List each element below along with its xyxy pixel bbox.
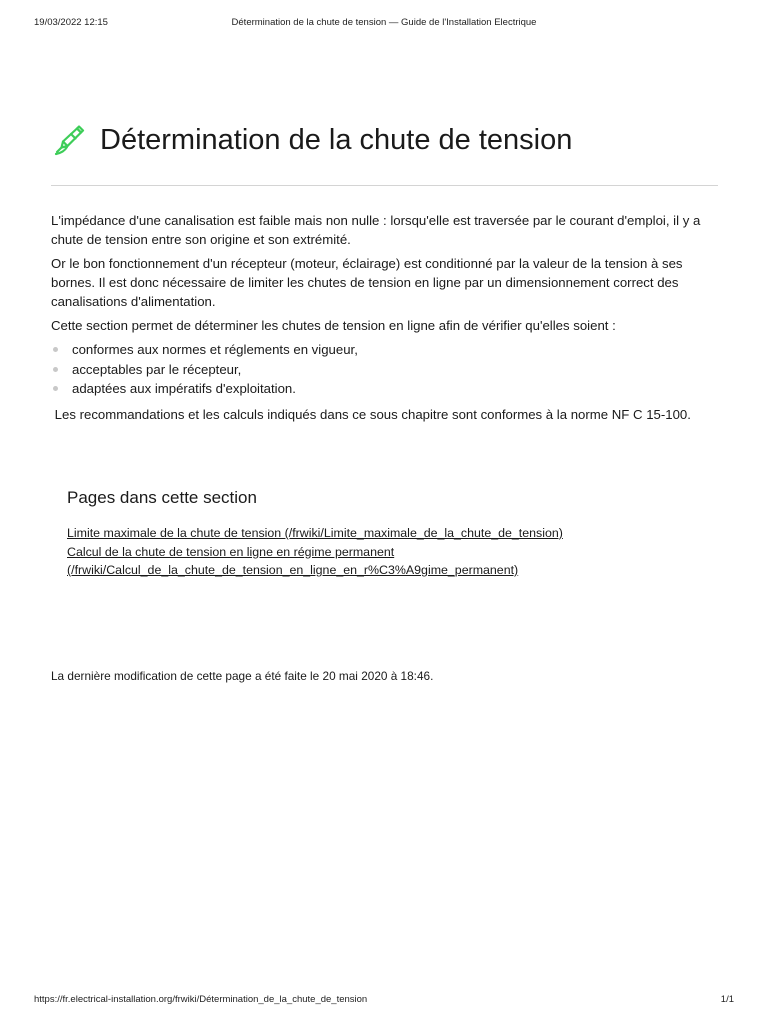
print-page-count: 1/1: [720, 994, 734, 1005]
list-item-text: acceptables par le récepteur,: [72, 361, 242, 377]
function-paragraph: Or le bon fonctionnement d'un récepteur (moteur, éclairage) est conditionné par la valeur de la tension à ses bornes. Il est donc nécessaire de limiter les chutes de tension en ligne par un dimensionnement correct des canalisations d'alimentation.: [51, 256, 683, 309]
list-item: [51, 340, 718, 360]
title-row: [50, 122, 718, 162]
section-pages: [67, 487, 707, 580]
link-limite-maximale[interactable]: Limite maximale de la chute de tension (/frwiki/Limite_maximale_de_la_chute_de_tension): [67, 526, 563, 540]
link-calcul-path: (/frwiki/Calcul_de_la_chute_de_tension_en_ligne_en_r%C3%A9gime_permanent): [67, 563, 519, 577]
print-document-title: Détermination de la chute de tension — Guide de l'Installation Electrique: [231, 17, 537, 28]
bullet-icon: [53, 386, 58, 391]
pen-icon: [52, 123, 86, 157]
section-pages-heading: Pages dans cette section: [67, 488, 257, 507]
list-item-text: adaptées aux impératifs d'exploitation.: [72, 381, 296, 396]
intro-paragraph: L'impédance d'une canalisation est faible mais non nulle : lorsqu'elle est traversée par le courant d'emploi, il y a chute de tension entre son origine et son extrémité.: [51, 213, 701, 247]
page-title: Détermination de la chute de tension: [100, 124, 573, 156]
section-purpose-paragraph: Cette section permet de déterminer les chutes de tension en ligne afin de vérifier qu'elles soient :: [51, 318, 616, 333]
print-date: 19/03/2022 12:15: [34, 17, 108, 28]
standards-paragraph: Les recommandations et les calculs indiqués dans ce sous chapitre sont conformes à la norme NF C 15-100.: [51, 406, 691, 422]
bullet-icon: [53, 347, 58, 352]
list-item-text: conformes aux normes et réglements en vigueur,: [72, 342, 358, 357]
list-item: [51, 360, 718, 380]
print-url: https://fr.electrical-installation.org/frwiki/Détermination_de_la_chute_de_tension: [34, 994, 368, 1005]
link-calcul-title: Calcul de la chute de tension en ligne en régime permanent: [67, 544, 395, 559]
title-divider: [51, 185, 718, 186]
article-content: [51, 211, 718, 429]
print-header: [34, 17, 734, 31]
list-item: [51, 379, 718, 399]
link-calcul-chute-tension[interactable]: [67, 543, 707, 580]
last-modified-note: La dernière modification de cette page a été faite le 20 mai 2020 à 18:46.: [51, 669, 434, 683]
bullet-icon: [53, 367, 58, 372]
requirements-list: [51, 340, 718, 399]
print-footer: [34, 994, 734, 1008]
